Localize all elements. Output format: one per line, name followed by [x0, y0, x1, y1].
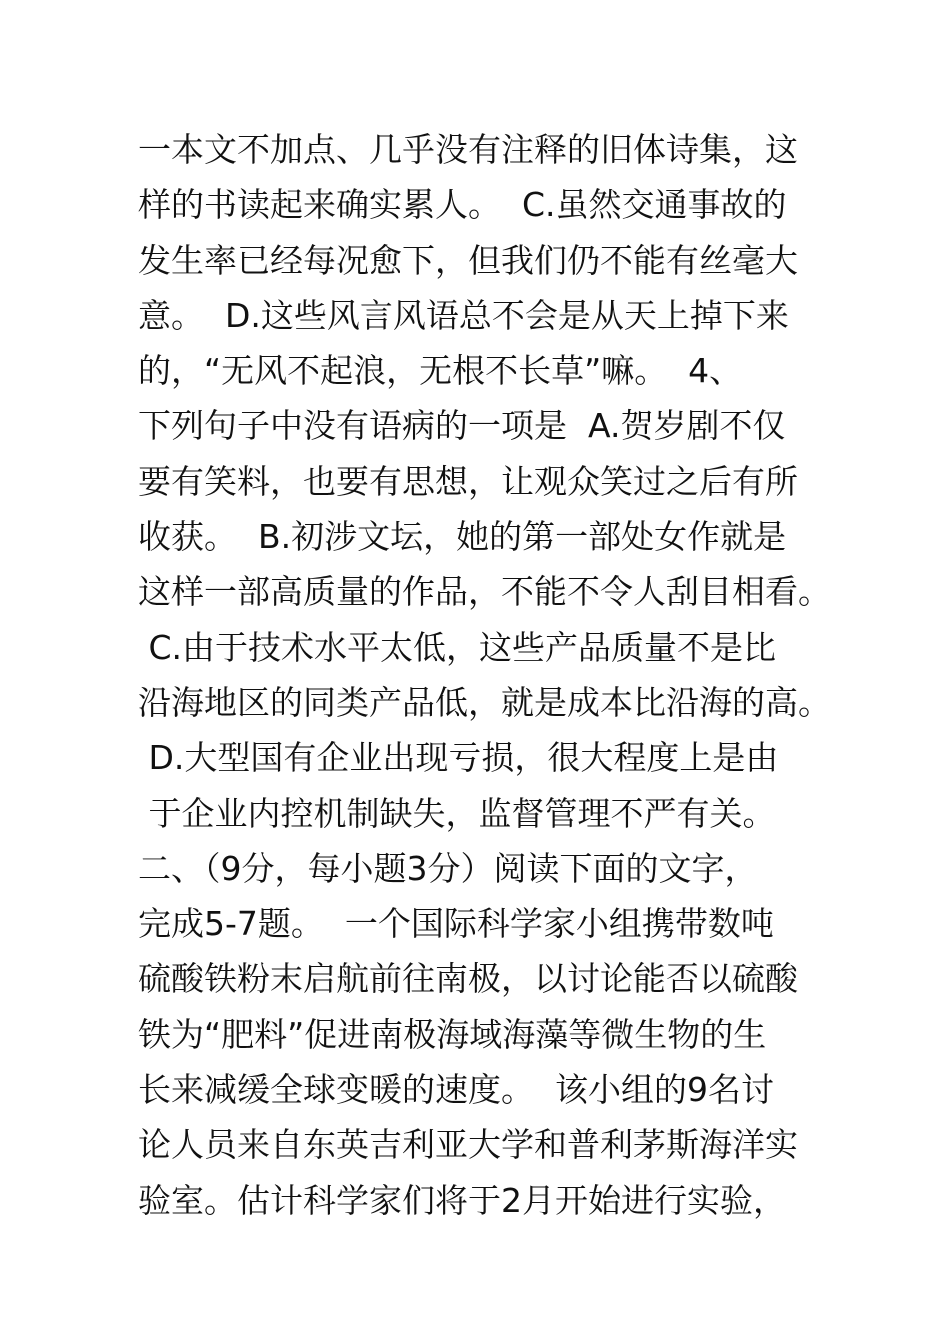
text-line: C.由于技术水平太低，这些产品质量不是比: [138, 627, 777, 667]
text-line: 这样一部高质量的作品，不能不令人刮目相看。: [138, 572, 831, 612]
text-line: 二、（9分，每小题3分）阅读下面的文字，: [138, 848, 758, 888]
text-line: 收获。 B.初涉文坛，她的第一部处女作就是: [138, 517, 787, 557]
text-line: 完成5-7题。 一个国际科学家小组携带数吨: [138, 904, 774, 944]
text-line: 要有笑料，也要有思想，让观众笑过之后有所: [138, 461, 798, 501]
body-text: [138, 122, 838, 1228]
text-line: 的，“无风不起浪，无根不长草”嘛。 4、: [138, 351, 743, 391]
text-line: 意。 D.这些风言风语总不会是从天上掉下来: [138, 295, 789, 335]
text-line: 硫酸铁粉末启航前往南极，以讨论能否以硫酸: [138, 959, 798, 999]
text-line: 论人员来自东英吉利亚大学和普利茅斯海洋实: [138, 1125, 798, 1165]
text-line: 于企业内控机制缺失，监督管理不严有关。: [138, 793, 776, 833]
text-line: 样的书读起来确实累人。 C.虽然交通事故的: [138, 185, 787, 225]
text-line: 沿海地区的同类产品低，就是成本比沿海的高。: [138, 682, 831, 722]
text-line: 一本文不加点、几乎没有注释的旧体诗集，这: [138, 130, 798, 169]
text-line: 下列句子中没有语病的一项是 A.贺岁剧不仅: [138, 406, 786, 446]
text-line: D.大型国有企业出现亏损，很大程度上是由: [138, 738, 779, 778]
text-line: 验室。估计科学家们将于2月开始进行实验，: [138, 1180, 786, 1220]
text-line: 长来减缓全球变暖的速度。 该小组的9名讨: [138, 1070, 774, 1110]
text-line: 铁为“肥料”促进南极海域海藻等微生物的生: [138, 1014, 767, 1054]
text-line: 发生率已经每况愈下，但我们仍不能有丝毫大: [138, 240, 798, 280]
